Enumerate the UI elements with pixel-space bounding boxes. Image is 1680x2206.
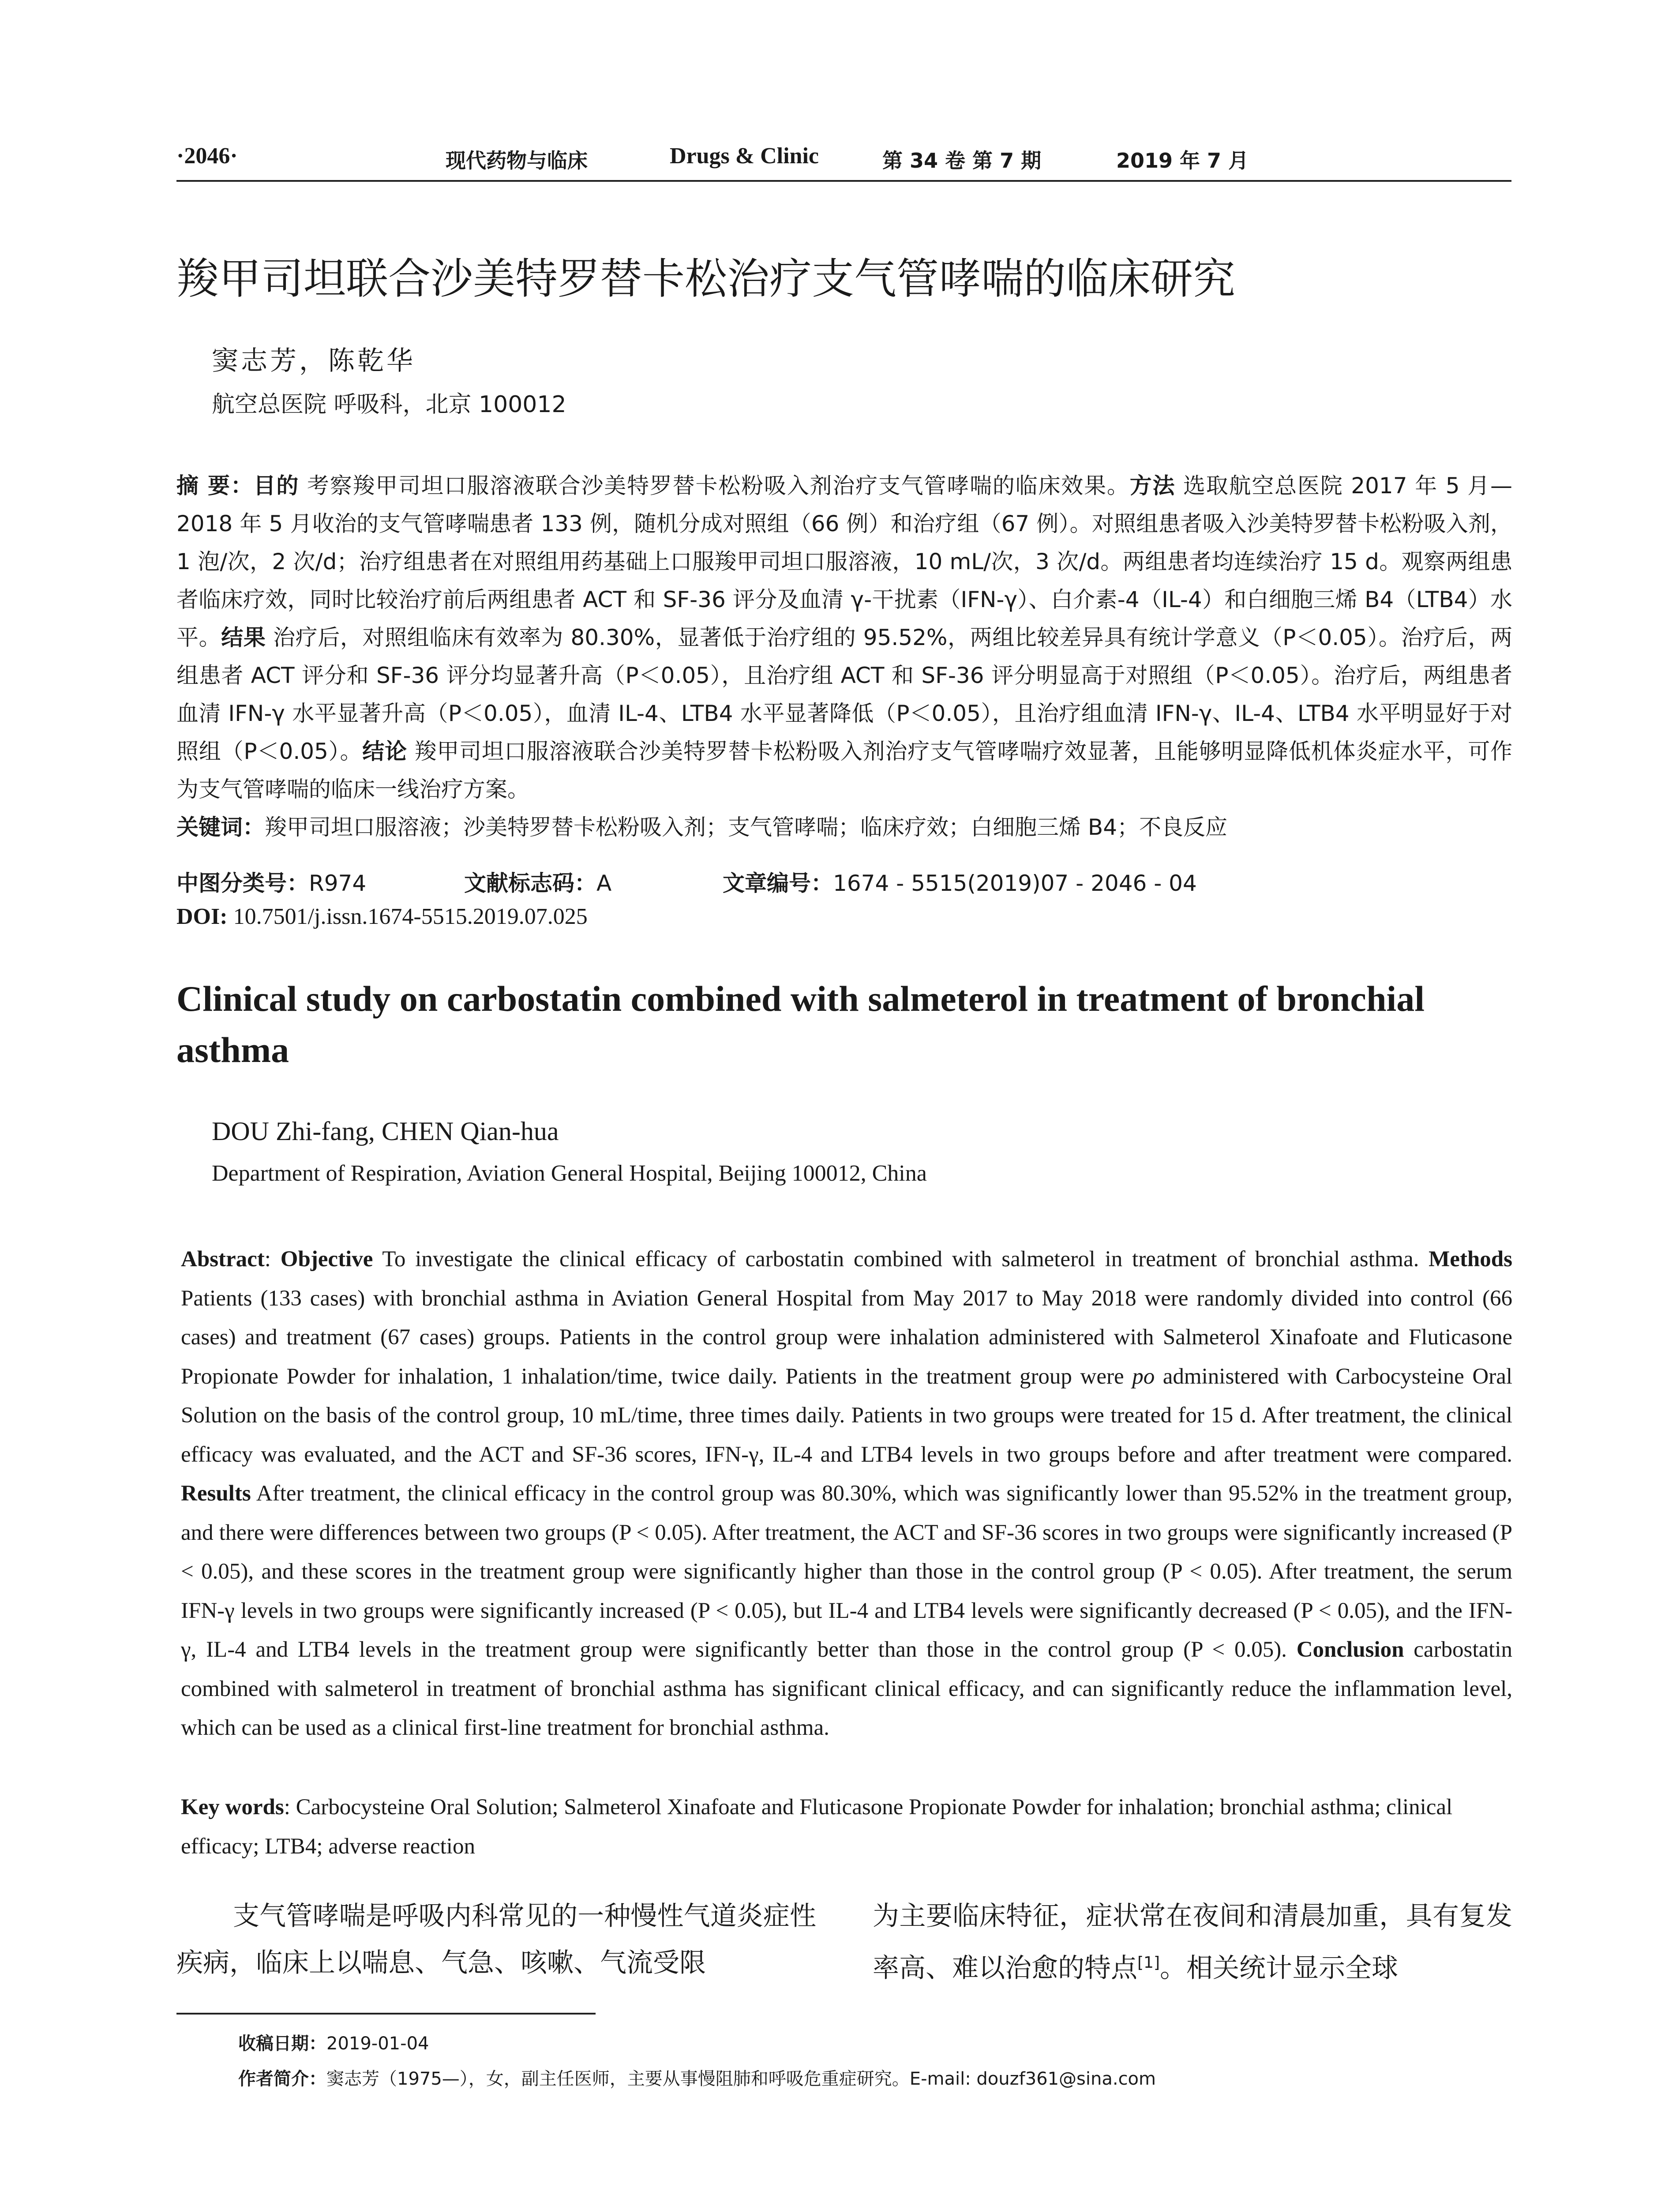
- conclusion-text-en: carbostatin combined with salmeterol in treatment of bronchial asthma has significant clinical efficacy, and can significantly reduce the inflammation level, which can be used as a clinical first-line treatment for bronchial asthma.: [181, 1637, 1512, 1740]
- keywords-label-cn: 关键词：: [176, 814, 265, 840]
- running-header: [176, 140, 1511, 182]
- keywords-cn: 羧甲司坦口服溶液；沙美特罗替卡松粉吸入剂；支气管哮喘；临床疗效；白细胞三烯 B4；不良反应: [265, 814, 1228, 840]
- doc-code-label: 文献标志码：: [464, 870, 596, 896]
- doc-code: A: [596, 870, 612, 896]
- methods-label-cn: 方法: [1129, 473, 1176, 499]
- objective-label-cn: 目的: [253, 473, 300, 499]
- authors-en: DOU Zhi-fang, CHEN Qian-hua: [212, 1117, 559, 1146]
- classification-line: [176, 866, 1197, 897]
- authors-cn: 窦志芳，陈乾华: [212, 345, 416, 376]
- body-column-left: 支气管哮喘是呼吸内科常见的一种慢性气道炎症性疾病，临床上以喘息、气急、咳嗽、气流受限: [176, 1901, 816, 1978]
- abstract-en: Abstract: Objective To investigate the clinical efficacy of carbostatin combined with salmeterol in treatment of bronchial asthma. Methods Patients (133 cases) with bronchial asthma in Aviation General Hospital from May 2017 to May 2018 were randomly divided into control (66 cases) and treatment (67 cases) groups. Patients in the control group were inhalation administered with Salmeterol Xinafoate and Fluticasone Propionate Powder for inhalation, 1 inhalation/time, twice daily. Patients in the treatment group were po administered with Carbocysteine Oral Solution on the basis of the control group, 10 mL/time, three times daily. Patients in two groups were treated for 15 d. After treatment, the clinical efficacy was evaluated, and the ACT and SF-36 scores, IFN-γ, IL-4 and LTB4 levels in two groups before and after treatment were compared. Results After treatment, the clinical efficacy in the control group was 80.30%, which was significantly lower than 95.52% in the treatment group, and there were differences between two groups (P < 0.05). After treatment, the ACT and SF-36 scores in two groups were significantly increased (P < 0.05), and these scores in the treatment group were significantly higher than those in the control group (P < 0.05). After treatment, the serum IFN-γ levels in two groups were significantly increased (P < 0.05), but IL-4 and LTB4 levels were significantly decreased (P < 0.05), and the IFN-γ, IL-4 and LTB4 levels in the treatment group were significantly better than those in the control group (P < 0.05). Conclusion carbostatin combined with salmeterol in treatment of bronchial asthma has significant clinical efficacy, and can significantly reduce the inflammation level, which can be used as a clinical first-line treatment for bronchial asthma.: [181, 1247, 1513, 1740]
- keywords-en-block: Key words: Carbocysteine Oral Solution; Salmeterol Xinafoate and Fluticasone Propionate Powder for inhalation; bronchial asthma; clinical efficacy; LTB4; adverse reaction: [181, 1795, 1453, 1859]
- received-label: 收稿日期：: [238, 2033, 326, 2054]
- keywords-en: Carbocysteine Oral Solution; Salmeterol Xinafoate and Fluticasone Propionate Powder for inhalation; bronchial asthma; clinical efficacy; LTB4; adverse reaction: [181, 1795, 1453, 1859]
- clc-code: R974: [309, 870, 367, 896]
- author-bio: 窦志芳（1975—），女，副主任医师，主要从事慢阻肺和呼吸危重症研究。E-mail: douzf361@sina.com: [326, 2069, 1156, 2089]
- results-label-cn: 结果: [221, 625, 266, 650]
- footnote-author: [238, 2065, 1156, 2090]
- clc-label: 中图分类号：: [176, 870, 309, 896]
- citation-ref: [1]: [1137, 1954, 1160, 1972]
- affiliation-cn: 航空总医院 呼吸科，北京 100012: [212, 391, 566, 418]
- results-text-en: After treatment, the clinical efficacy in the control group was 80.30%, which was significantly lower than 95.52% in the treatment group, and there were differences between two groups (P < 0.05). After treatment, the ACT and SF-36 scores in two groups were significantly increased (P < 0.05), and these scores in the treatment group were significantly higher than those in the control group (P < 0.05). After treatment, the serum IFN-γ levels in two groups were significantly increased (P < 0.05), but IL-4 and LTB4 levels were significantly decreased (P < 0.05), and the IFN-γ, IL-4 and LTB4 levels in the treatment group were significantly better than those in the control group (P < 0.05).: [181, 1481, 1512, 1662]
- methods-text-en-b: administered with Carbocysteine Oral Solution on the basis of the control group, 10 mL/time, three times daily. Patients in two groups were treated for 15 d. After treatment, the clinical efficacy was evaluated, and the ACT and SF-36 scores, IFN-γ, IL-4 and LTB4 levels in two groups before and after treatment were compared.: [181, 1364, 1513, 1467]
- abstract-label-cn: 摘 要：: [176, 473, 254, 499]
- article-title-cn: 羧甲司坦联合沙美特罗替卡松治疗支气管哮喘的临床研究: [176, 254, 1235, 304]
- affiliation-en: Department of Respiration, Aviation General Hospital, Beijing 100012, China: [212, 1161, 927, 1186]
- objective-label-en: Objective: [280, 1247, 373, 1272]
- keywords-label-en: Key words: [181, 1795, 284, 1820]
- results-text-cn: 治疗后，对照组临床有效率为 80.30%，显著低于治疗组的 95.52%，两组比较差异具有统计学意义（P＜0.05）。治疗后，两组患者 ACT 评分和 SF-36 评分均显著升高（P＜0.05），且治疗组 ACT 和 SF-36 评分明显高于对照组（P＜0.05）。治疗后，两组患者血清 IFN-γ 水平显著升高（P＜0.05），血清 IL-4、LTB4 水平显著降低（P＜0.05），且治疗组血清 IFN-γ、IL-4、LTB4 水平明显好于对照组（P＜0.05）。: [176, 625, 1513, 764]
- article-title-en: Clinical study on carbostatin combined with salmeterol in treatment of bronchial asthma: [176, 979, 1425, 1070]
- body-column-right: [873, 1893, 1512, 1992]
- received-date: 2019-01-04: [326, 2033, 429, 2054]
- journal-name-cn: 现代药物与临床: [446, 149, 588, 173]
- abstract-label-en: Abstract: [181, 1247, 265, 1272]
- abstract-cn: [176, 467, 1512, 846]
- body-right-text-b: 。相关统计显示全球: [1160, 1953, 1398, 1984]
- doi-line: [176, 904, 588, 930]
- body-right-text-a: 为主要临床特征，症状常在夜间和清晨加重，具有复发率高、难以治愈的特点: [873, 1901, 1512, 1984]
- author-bio-label: 作者简介：: [238, 2069, 326, 2089]
- conclusion-text-cn: 羧甲司坦口服溶液联合沙美特罗替卡松粉吸入剂治疗支气管哮喘疗效显著，且能够明显降低机体炎症水平，可作为支气管哮喘的临床一线治疗方案。: [176, 739, 1512, 802]
- objective-text-cn: 考察羧甲司坦口服溶液联合沙美特罗替卡松粉吸入剂治疗支气管哮喘的临床效果。: [299, 473, 1130, 499]
- methods-po: po: [1132, 1364, 1155, 1389]
- footnote-divider: [176, 2013, 596, 2015]
- volume-issue: 第 34 卷 第 7 期: [882, 149, 1042, 173]
- journal-name-en: Drugs & Clinic: [670, 143, 819, 169]
- objective-text-en: To investigate the clinical efficacy of carbostatin combined with salmeterol in treatment of bronchial asthma.: [373, 1247, 1419, 1272]
- methods-text-en: Patients (133 cases) with bronchial asthma in Aviation General Hospital from May 2017 to May 2018 were randomly divided into control (66 cases) and treatment (67 cases) groups. Patients in the control group were inhalation administered with Salmeterol Xinafoate and Fluticasone Propionate Powder for inhalation, 1 inhalation/time, twice daily. Patients in the treatment group were: [181, 1286, 1512, 1389]
- page-number: ·2046·: [176, 143, 238, 169]
- footnote-received: [238, 2030, 429, 2055]
- doi-value: 10.7501/j.issn.1674-5515.2019.07.025: [233, 904, 588, 929]
- results-label-en: Results: [181, 1481, 251, 1506]
- methods-text-cn: 选取航空总医院 2017 年 5 月—2018 年 5 月收治的支气管哮喘患者 133 例，随机分成对照组（66 例）和治疗组（67 例）。对照组患者吸入沙美特罗替卡松粉吸入剂，1 泡/次，2 次/d；治疗组患者在对照组用药基础上口服羧甲司坦口服溶液，10 mL/次，3 次/d。两组患者均连续治疗 15 d。观察两组患者临床疗效，同时比较治疗前后两组患者 ACT 和 SF-36 评分及血清 γ-干扰素（IFN-γ）、白介素-4（IL-4）和白细胞三烯 B4（LTB4）水平。: [176, 473, 1513, 650]
- doi-label: DOI:: [176, 904, 233, 929]
- methods-label-en: Methods: [1429, 1247, 1513, 1272]
- article-no-label: 文章编号：: [723, 870, 833, 896]
- conclusion-label-en: Conclusion: [1296, 1637, 1404, 1662]
- issue-date: 2019 年 7 月: [1116, 149, 1249, 173]
- article-no: 1674 - 5515(2019)07 - 2046 - 04: [833, 870, 1197, 896]
- conclusion-label-cn: 结论: [362, 739, 407, 764]
